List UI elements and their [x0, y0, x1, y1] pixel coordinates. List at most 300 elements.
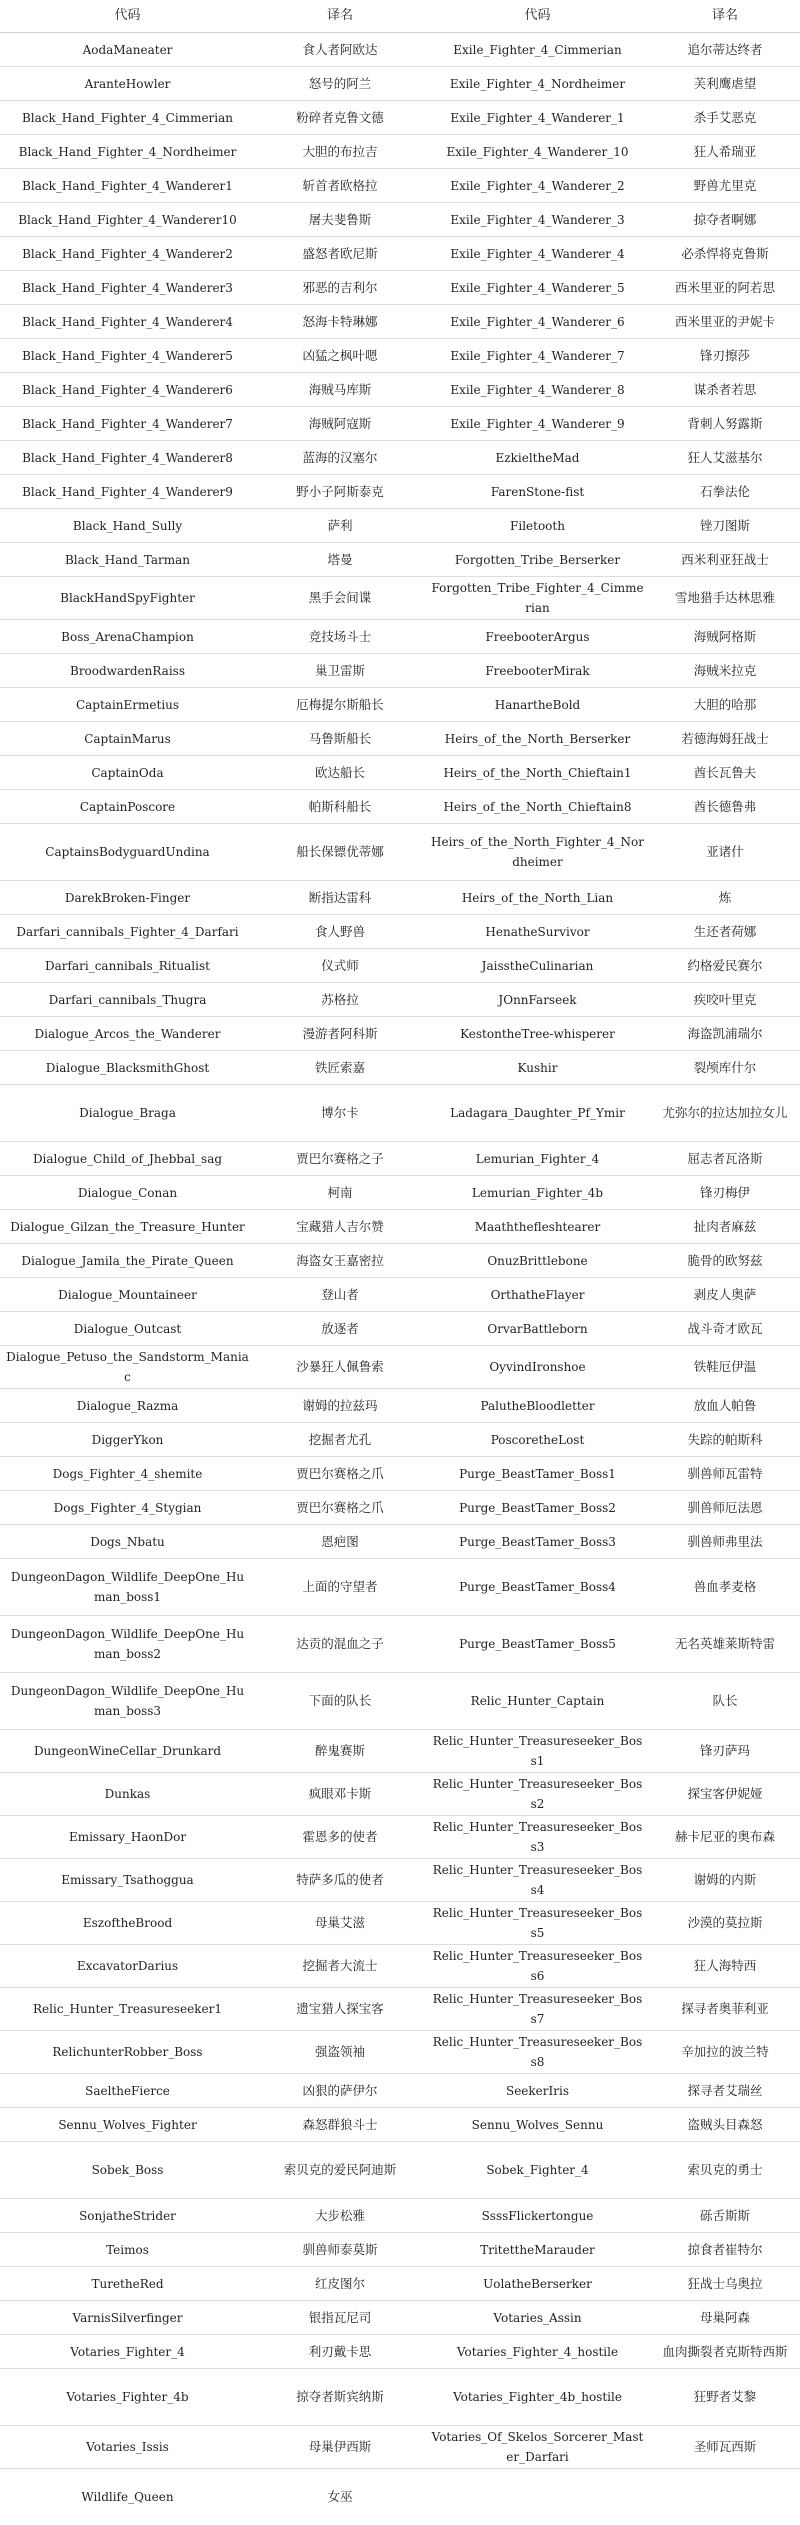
cell-code-right: Exile_Fighter_4_Wanderer_9: [425, 407, 650, 441]
cell-name-left: 沙暴狂人佩鲁索: [255, 1346, 425, 1389]
cell-name-right: 尤弥尔的拉达加拉女儿: [650, 1085, 800, 1142]
table-row: [0, 1389, 800, 1423]
cell-code-left: RelichunterRobber_Boss: [0, 2031, 255, 2074]
cell-name-left: 屠夫斐鲁斯: [255, 203, 425, 237]
cell-name-right: 探寻者奥菲利亚: [650, 1988, 800, 2031]
cell-code-right: Ladagara_Daughter_Pf_Ymir: [425, 1085, 650, 1142]
cell-name-right: 背刺人努露斯: [650, 407, 800, 441]
cell-name-right: 无名英雄莱斯特雷: [650, 1616, 800, 1673]
cell-name-right: 兽血孝麦格: [650, 1559, 800, 1616]
cell-name-right: 雪地猎手达林思雅: [650, 577, 800, 620]
cell-name-left: 断指达雷科: [255, 881, 425, 915]
cell-code-right: SsssFlickertongue: [425, 2199, 650, 2233]
table-row: [0, 33, 800, 67]
cell-code-right: SeekerIris: [425, 2074, 650, 2108]
cell-code-left: Votaries_Fighter_4: [0, 2335, 255, 2369]
cell-name-right: 约格爱民赛尔: [650, 949, 800, 983]
cell-code-right: Relic_Hunter_Captain: [425, 1673, 650, 1730]
cell-code-right: Relic_Hunter_Treasureseeker_Boss3: [425, 1816, 650, 1859]
table-row: [0, 577, 800, 620]
cell-name-right: 亚诸什: [650, 824, 800, 881]
cell-name-left: 登山者: [255, 1278, 425, 1312]
cell-name-right: 扯肉者麻兹: [650, 1210, 800, 1244]
table-body: [0, 33, 800, 2526]
table-row: [0, 203, 800, 237]
table-row: [0, 949, 800, 983]
cell-code-right: Votaries_Assin: [425, 2301, 650, 2335]
table-row: [0, 881, 800, 915]
cell-code-right: Exile_Fighter_4_Wanderer_4: [425, 237, 650, 271]
cell-code-right: HanartheBold: [425, 688, 650, 722]
header-name-left: 译名: [255, 0, 425, 33]
cell-name-right: 狂野者艾黎: [650, 2369, 800, 2426]
table-row: [0, 509, 800, 543]
cell-name-right: 索贝克的勇士: [650, 2142, 800, 2199]
cell-code-right: Exile_Fighter_4_Wanderer_2: [425, 169, 650, 203]
cell-code-left: TuretheRed: [0, 2267, 255, 2301]
cell-name-right: 西米利亚狂战士: [650, 543, 800, 577]
cell-name-right: 石拳法伦: [650, 475, 800, 509]
cell-name-right: 圣师瓦西斯: [650, 2426, 800, 2469]
cell-name-right: 野兽尤里克: [650, 169, 800, 203]
cell-name-right: 队长: [650, 1673, 800, 1730]
table-row: [0, 2335, 800, 2369]
cell-name-left: 利刃戴卡思: [255, 2335, 425, 2369]
cell-code-left: Black_Hand_Sully: [0, 509, 255, 543]
cell-code-right: Lemurian_Fighter_4: [425, 1142, 650, 1176]
cell-code-left: Emissary_Tsathoggua: [0, 1859, 255, 1902]
cell-name-left: 仪式师: [255, 949, 425, 983]
table-row: [0, 1244, 800, 1278]
cell-code-right: Relic_Hunter_Treasureseeker_Boss1: [425, 1730, 650, 1773]
cell-name-right: 海贼米拉克: [650, 654, 800, 688]
cell-name-left: 盛怒者欧尼斯: [255, 237, 425, 271]
table-row: [0, 1278, 800, 1312]
cell-code-right: Purge_BeastTamer_Boss1: [425, 1457, 650, 1491]
cell-code-left: CaptainErmetius: [0, 688, 255, 722]
table-row: [0, 688, 800, 722]
cell-name-left: 恩疤图: [255, 1525, 425, 1559]
cell-name-left: 船长保镖优蒂娜: [255, 824, 425, 881]
cell-name-right: 必杀悍将克鲁斯: [650, 237, 800, 271]
cell-code-left: CaptainMarus: [0, 722, 255, 756]
cell-name-right: 掠夺者啊娜: [650, 203, 800, 237]
cell-name-right: 母巢阿森: [650, 2301, 800, 2335]
table-row: [0, 373, 800, 407]
cell-name-right: 战斗奇才欧瓦: [650, 1312, 800, 1346]
cell-code-right: Exile_Fighter_4_Wanderer_10: [425, 135, 650, 169]
cell-code-right: [425, 2469, 650, 2526]
cell-code-left: SonjatheStrider: [0, 2199, 255, 2233]
table-row: [0, 441, 800, 475]
table-row: [0, 1423, 800, 1457]
cell-name-left: 大胆的布拉吉: [255, 135, 425, 169]
cell-name-right: 酋长德鲁弗: [650, 790, 800, 824]
cell-code-left: Dialogue_BlacksmithGhost: [0, 1051, 255, 1085]
cell-code-right: Relic_Hunter_Treasureseeker_Boss8: [425, 2031, 650, 2074]
table-row: [0, 1142, 800, 1176]
cell-code-right: Forgotten_Tribe_Fighter_4_Cimmerian: [425, 577, 650, 620]
cell-name-right: 狂人海特西: [650, 1945, 800, 1988]
cell-name-left: 放逐者: [255, 1312, 425, 1346]
cell-name-right: 盗贼头目森怒: [650, 2108, 800, 2142]
cell-code-right: Heirs_of_the_North_Berserker: [425, 722, 650, 756]
cell-name-left: 红皮图尔: [255, 2267, 425, 2301]
table-header: [0, 0, 800, 33]
cell-name-left: 萨利: [255, 509, 425, 543]
table-row: [0, 1085, 800, 1142]
cell-code-left: ExcavatorDarius: [0, 1945, 255, 1988]
cell-name-left: 厄梅提尔斯船长: [255, 688, 425, 722]
table-row: [0, 2199, 800, 2233]
cell-name-left: 竞技场斗士: [255, 620, 425, 654]
cell-code-right: Relic_Hunter_Treasureseeker_Boss7: [425, 1988, 650, 2031]
cell-name-right: 杀手艾恶克: [650, 101, 800, 135]
cell-code-left: BlackHandSpyFighter: [0, 577, 255, 620]
cell-code-right: Heirs_of_the_North_Lian: [425, 881, 650, 915]
cell-code-right: EzkieltheMad: [425, 441, 650, 475]
cell-code-left: Relic_Hunter_Treasureseeker1: [0, 1988, 255, 2031]
cell-name-right: 掠食者崔特尔: [650, 2233, 800, 2267]
cell-code-left: Black_Hand_Tarman: [0, 543, 255, 577]
cell-name-right: 探宝客伊妮娅: [650, 1773, 800, 1816]
table-row: [0, 915, 800, 949]
cell-code-right: Lemurian_Fighter_4b: [425, 1176, 650, 1210]
table-row: [0, 1051, 800, 1085]
table-row: [0, 1525, 800, 1559]
cell-code-right: TritettheMarauder: [425, 2233, 650, 2267]
table-row: [0, 824, 800, 881]
cell-code-right: Filetooth: [425, 509, 650, 543]
cell-code-left: Black_Hand_Fighter_4_Wanderer2: [0, 237, 255, 271]
cell-code-left: Emissary_HaonDor: [0, 1816, 255, 1859]
cell-code-right: Exile_Fighter_4_Wanderer_5: [425, 271, 650, 305]
cell-name-left: 斩首者欧格拉: [255, 169, 425, 203]
table-row: [0, 2142, 800, 2199]
cell-code-right: Relic_Hunter_Treasureseeker_Boss2: [425, 1773, 650, 1816]
cell-name-left: 海贼马库斯: [255, 373, 425, 407]
cell-code-right: Exile_Fighter_4_Nordheimer: [425, 67, 650, 101]
cell-code-left: Black_Hand_Fighter_4_Wanderer3: [0, 271, 255, 305]
table-row: [0, 654, 800, 688]
table-row: [0, 1988, 800, 2031]
cell-name-left: 母巢艾滋: [255, 1902, 425, 1945]
table-row: [0, 271, 800, 305]
cell-name-right: 疾咬叶里克: [650, 983, 800, 1017]
cell-code-right: OrvarBattleborn: [425, 1312, 650, 1346]
table-row: [0, 1673, 800, 1730]
table-row: [0, 1730, 800, 1773]
header-row: [0, 0, 800, 33]
cell-name-right: 放血人帕鲁: [650, 1389, 800, 1423]
cell-code-right: Exile_Fighter_4_Wanderer_1: [425, 101, 650, 135]
cell-code-right: Exile_Fighter_4_Wanderer_3: [425, 203, 650, 237]
cell-code-right: PalutheBloodletter: [425, 1389, 650, 1423]
cell-code-right: OyvindIronshoe: [425, 1346, 650, 1389]
table-row: [0, 169, 800, 203]
cell-name-left: 马鲁斯船长: [255, 722, 425, 756]
cell-name-left: 宝藏猎人吉尔赞: [255, 1210, 425, 1244]
cell-name-left: 上面的守望者: [255, 1559, 425, 1616]
cell-name-right: 锋刃擦莎: [650, 339, 800, 373]
cell-code-right: Heirs_of_the_North_Chieftain8: [425, 790, 650, 824]
cell-code-left: DiggerYkon: [0, 1423, 255, 1457]
cell-code-right: Votaries_Fighter_4b_hostile: [425, 2369, 650, 2426]
table-row: [0, 237, 800, 271]
cell-name-left: 贾巴尔赛格之爪: [255, 1457, 425, 1491]
cell-code-left: DungeonDagon_Wildlife_DeepOne_Human_boss3: [0, 1673, 255, 1730]
cell-code-left: Black_Hand_Fighter_4_Wanderer6: [0, 373, 255, 407]
cell-name-left: 凶猛之枫叶嗯: [255, 339, 425, 373]
cell-code-left: Darfari_cannibals_Ritualist: [0, 949, 255, 983]
cell-code-left: Dialogue_Arcos_the_Wanderer: [0, 1017, 255, 1051]
cell-name-right: 狂人艾滋基尔: [650, 441, 800, 475]
cell-code-right: UolatheBerserker: [425, 2267, 650, 2301]
cell-name-left: 索贝克的爱民阿迪斯: [255, 2142, 425, 2199]
cell-name-left: 遗宝猎人探宝客: [255, 1988, 425, 2031]
cell-name-right: 生还者荷娜: [650, 915, 800, 949]
cell-code-right: Maaththefleshtearer: [425, 1210, 650, 1244]
cell-code-left: DarekBroken-Finger: [0, 881, 255, 915]
cell-code-right: Exile_Fighter_4_Wanderer_8: [425, 373, 650, 407]
cell-name-right: 血肉撕裂者克斯特西斯: [650, 2335, 800, 2369]
cell-code-right: Purge_BeastTamer_Boss3: [425, 1525, 650, 1559]
table-row: [0, 2469, 800, 2526]
table-row: [0, 790, 800, 824]
table-row: [0, 2301, 800, 2335]
cell-name-right: 探寻者艾瑞丝: [650, 2074, 800, 2108]
table-row: [0, 1017, 800, 1051]
table-row: [0, 1859, 800, 1902]
cell-name-left: 粉碎者克鲁文德: [255, 101, 425, 135]
cell-name-right: 追尔蒂达终者: [650, 33, 800, 67]
cell-name-left: 海盗女王嘉密拉: [255, 1244, 425, 1278]
table-row: [0, 2074, 800, 2108]
cell-name-left: 大步松雅: [255, 2199, 425, 2233]
cell-code-left: Dialogue_Outcast: [0, 1312, 255, 1346]
cell-name-left: 巢卫雷斯: [255, 654, 425, 688]
cell-name-left: 挖掘者大流士: [255, 1945, 425, 1988]
cell-code-left: Black_Hand_Fighter_4_Wanderer8: [0, 441, 255, 475]
table-row: [0, 722, 800, 756]
cell-name-right: 脆骨的欧努兹: [650, 1244, 800, 1278]
table-row: [0, 475, 800, 509]
cell-code-left: Dunkas: [0, 1773, 255, 1816]
cell-code-right: HenatheSurvivor: [425, 915, 650, 949]
cell-name-left: 海贼阿寇斯: [255, 407, 425, 441]
table-row: [0, 2426, 800, 2469]
cell-name-left: 博尔卡: [255, 1085, 425, 1142]
cell-code-left: Black_Hand_Fighter_4_Nordheimer: [0, 135, 255, 169]
cell-code-right: Votaries_Of_Skelos_Sorcerer_Master_Darfari: [425, 2426, 650, 2469]
cell-name-right: 砾舌斯斯: [650, 2199, 800, 2233]
cell-name-right: 赫卡尼亚的奥布森: [650, 1816, 800, 1859]
table-row: [0, 1210, 800, 1244]
cell-code-left: Black_Hand_Fighter_4_Wanderer9: [0, 475, 255, 509]
cell-name-left: 特萨多瓜的使者: [255, 1859, 425, 1902]
cell-code-right: FreebooterMirak: [425, 654, 650, 688]
cell-name-left: 邪恶的吉利尔: [255, 271, 425, 305]
cell-name-right: 驯兽师瓦雷特: [650, 1457, 800, 1491]
cell-name-right: 芙利鹰虐望: [650, 67, 800, 101]
table-row: [0, 1346, 800, 1389]
table-row: [0, 983, 800, 1017]
cell-name-right: 裂颅库什尔: [650, 1051, 800, 1085]
cell-code-left: AranteHowler: [0, 67, 255, 101]
cell-name-right: 锉刀图斯: [650, 509, 800, 543]
cell-name-left: 贾巴尔赛格之爪: [255, 1491, 425, 1525]
cell-code-left: SaeltheFierce: [0, 2074, 255, 2108]
table-row: [0, 339, 800, 373]
cell-code-right: Sobek_Fighter_4: [425, 2142, 650, 2199]
cell-name-right: 西米里亚的尹妮卡: [650, 305, 800, 339]
cell-name-left: 强盗领袖: [255, 2031, 425, 2074]
table-row: [0, 1559, 800, 1616]
cell-code-right: Relic_Hunter_Treasureseeker_Boss4: [425, 1859, 650, 1902]
cell-name-right: 炼: [650, 881, 800, 915]
cell-name-left: 女巫: [255, 2469, 425, 2526]
cell-code-left: CaptainOda: [0, 756, 255, 790]
cell-code-right: Exile_Fighter_4_Cimmerian: [425, 33, 650, 67]
table-row: [0, 2267, 800, 2301]
cell-name-left: 怒海卡特琳娜: [255, 305, 425, 339]
cell-name-left: 帕斯科船长: [255, 790, 425, 824]
cell-code-right: OrthatheFlayer: [425, 1278, 650, 1312]
table-row: [0, 135, 800, 169]
cell-code-right: PoscoretheLost: [425, 1423, 650, 1457]
cell-code-left: Boss_ArenaChampion: [0, 620, 255, 654]
cell-name-right: [650, 2469, 800, 2526]
cell-code-right: OnuzBrittlebone: [425, 1244, 650, 1278]
cell-code-left: VarnisSilverfinger: [0, 2301, 255, 2335]
cell-name-left: 银指瓦尼司: [255, 2301, 425, 2335]
cell-code-left: Wildlife_Queen: [0, 2469, 255, 2526]
table-row: [0, 1945, 800, 1988]
table-row: [0, 305, 800, 339]
table-row: [0, 620, 800, 654]
cell-code-right: Exile_Fighter_4_Wanderer_7: [425, 339, 650, 373]
cell-name-left: 驯兽师泰莫斯: [255, 2233, 425, 2267]
cell-name-right: 剥皮人奥萨: [650, 1278, 800, 1312]
cell-name-left: 母巢伊西斯: [255, 2426, 425, 2469]
cell-name-left: 食人野兽: [255, 915, 425, 949]
cell-code-left: Teimos: [0, 2233, 255, 2267]
cell-code-left: Black_Hand_Fighter_4_Wanderer1: [0, 169, 255, 203]
cell-name-left: 铁匠索嘉: [255, 1051, 425, 1085]
cell-name-left: 掠夺者斯宾纳斯: [255, 2369, 425, 2426]
table-row: [0, 2369, 800, 2426]
cell-name-left: 挖掘者尤孔: [255, 1423, 425, 1457]
cell-name-left: 食人者阿欧达: [255, 33, 425, 67]
cell-name-right: 西米里亚的阿若思: [650, 271, 800, 305]
cell-name-right: 海贼阿格斯: [650, 620, 800, 654]
cell-code-left: Black_Hand_Fighter_4_Wanderer7: [0, 407, 255, 441]
cell-name-left: 凶狠的萨伊尔: [255, 2074, 425, 2108]
cell-code-left: Dialogue_Child_of_Jhebbal_sag: [0, 1142, 255, 1176]
cell-code-left: Sobek_Boss: [0, 2142, 255, 2199]
table-row: [0, 1902, 800, 1945]
cell-name-left: 欧达船长: [255, 756, 425, 790]
cell-name-right: 谋杀者若思: [650, 373, 800, 407]
cell-code-left: Dialogue_Mountaineer: [0, 1278, 255, 1312]
table-row: [0, 67, 800, 101]
header-code-left: 代码: [0, 0, 255, 33]
cell-name-right: 驯兽师弗里法: [650, 1525, 800, 1559]
cell-name-right: 锋刃萨玛: [650, 1730, 800, 1773]
cell-name-right: 沙漠的莫拉斯: [650, 1902, 800, 1945]
cell-code-left: Black_Hand_Fighter_4_Wanderer5: [0, 339, 255, 373]
cell-code-left: BroodwardenRaiss: [0, 654, 255, 688]
cell-name-right: 海盗凯浦瑞尔: [650, 1017, 800, 1051]
cell-code-right: Kushir: [425, 1051, 650, 1085]
cell-code-right: Purge_BeastTamer_Boss5: [425, 1616, 650, 1673]
cell-code-right: Relic_Hunter_Treasureseeker_Boss5: [425, 1902, 650, 1945]
cell-code-left: Dogs_Fighter_4_shemite: [0, 1457, 255, 1491]
cell-name-left: 醉鬼赛斯: [255, 1730, 425, 1773]
cell-name-left: 霍恩多的使者: [255, 1816, 425, 1859]
cell-code-right: Exile_Fighter_4_Wanderer_6: [425, 305, 650, 339]
cell-name-right: 狂人希瑞亚: [650, 135, 800, 169]
cell-name-right: 驯兽师厄法恩: [650, 1491, 800, 1525]
cell-code-right: Purge_BeastTamer_Boss4: [425, 1559, 650, 1616]
cell-name-left: 柯南: [255, 1176, 425, 1210]
table-row: [0, 2108, 800, 2142]
cell-code-left: Black_Hand_Fighter_4_Wanderer10: [0, 203, 255, 237]
cell-name-right: 酋长瓦鲁夫: [650, 756, 800, 790]
cell-name-right: 狂战士乌奥拉: [650, 2267, 800, 2301]
cell-code-left: DungeonDagon_Wildlife_DeepOne_Human_boss2: [0, 1616, 255, 1673]
table-row: [0, 543, 800, 577]
cell-code-left: Dogs_Fighter_4_Stygian: [0, 1491, 255, 1525]
cell-code-left: Dialogue_Razma: [0, 1389, 255, 1423]
cell-code-left: Sennu_Wolves_Fighter: [0, 2108, 255, 2142]
cell-code-left: CaptainsBodyguardUndina: [0, 824, 255, 881]
cell-code-right: JOnnFarseek: [425, 983, 650, 1017]
cell-code-right: Forgotten_Tribe_Berserker: [425, 543, 650, 577]
cell-code-right: Sennu_Wolves_Sennu: [425, 2108, 650, 2142]
cell-name-right: 铁鞋厄伊温: [650, 1346, 800, 1389]
header-name-right: 译名: [650, 0, 800, 33]
table-row: [0, 756, 800, 790]
cell-name-right: 失踪的帕斯科: [650, 1423, 800, 1457]
cell-code-right: FreebooterArgus: [425, 620, 650, 654]
table-row: [0, 1773, 800, 1816]
cell-name-left: 苏格拉: [255, 983, 425, 1017]
cell-code-right: Heirs_of_the_North_Fighter_4_Nordheimer: [425, 824, 650, 881]
cell-name-right: 大胆的哈那: [650, 688, 800, 722]
cell-code-right: Heirs_of_the_North_Chieftain1: [425, 756, 650, 790]
cell-name-right: 辛加拉的波兰特: [650, 2031, 800, 2074]
table-row: [0, 1816, 800, 1859]
cell-code-left: Black_Hand_Fighter_4_Cimmerian: [0, 101, 255, 135]
cell-name-right: 锋刃梅伊: [650, 1176, 800, 1210]
cell-code-left: Darfari_cannibals_Thugra: [0, 983, 255, 1017]
cell-code-left: Dialogue_Braga: [0, 1085, 255, 1142]
table-row: [0, 2233, 800, 2267]
cell-name-right: 谢姆的内斯: [650, 1859, 800, 1902]
cell-code-right: JaisstheCulinarian: [425, 949, 650, 983]
table-row: [0, 101, 800, 135]
table-row: [0, 1457, 800, 1491]
table-row: [0, 1491, 800, 1525]
table-row: [0, 2031, 800, 2074]
cell-code-right: Relic_Hunter_Treasureseeker_Boss6: [425, 1945, 650, 1988]
cell-name-left: 蓝海的汉塞尔: [255, 441, 425, 475]
cell-code-left: Dogs_Nbatu: [0, 1525, 255, 1559]
cell-code-left: Darfari_cannibals_Fighter_4_Darfari: [0, 915, 255, 949]
cell-name-left: 谢姆的拉兹玛: [255, 1389, 425, 1423]
cell-name-left: 黑手会间谍: [255, 577, 425, 620]
